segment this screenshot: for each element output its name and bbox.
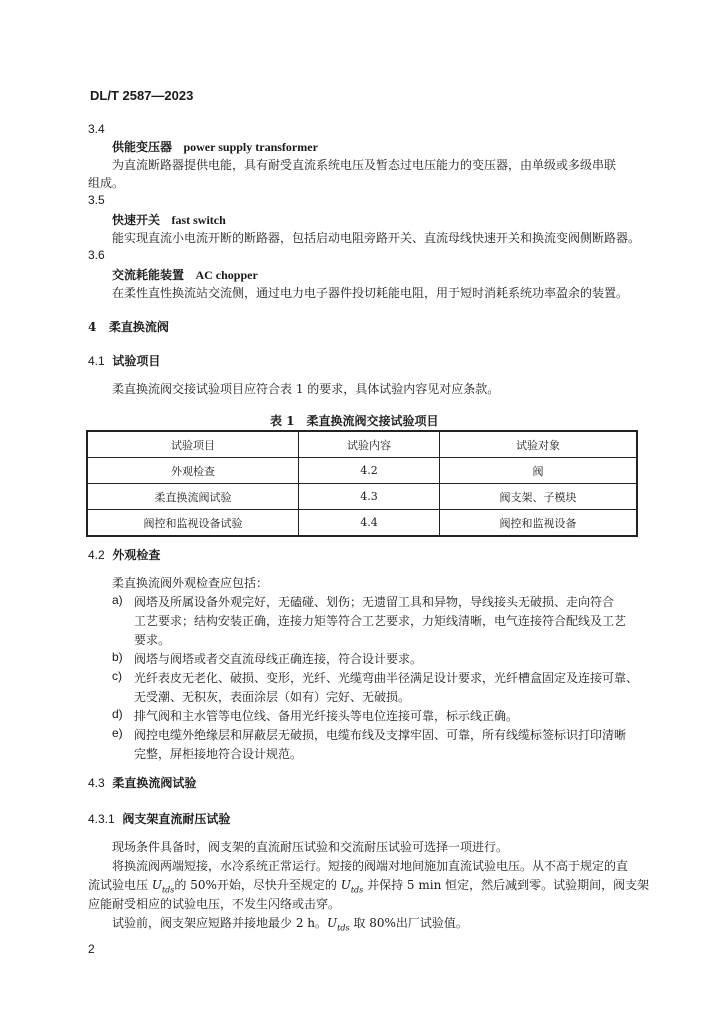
clause-3-4-definition-line1: 为直流断路器提供电能，具有耐受直流系统电压及暂态过电压能力的变压器，由单级或多级串联: [112, 158, 617, 172]
list-item-label: e): [112, 726, 123, 740]
page-number: 2: [88, 942, 95, 956]
table-1: [86, 430, 638, 537]
section-4-2-intro: 柔直换流阀外观检查应包括：: [112, 576, 269, 590]
section-4-1-heading: [88, 352, 160, 369]
section-4-3-1-para1: 现场条件具备时，阀支架的直流耐压试验和交流耐压试验可选择一项进行。: [112, 840, 509, 854]
clause-3-5-term: [112, 211, 226, 228]
section-number: 4.1: [88, 354, 105, 368]
section-4-2-heading: [88, 546, 160, 563]
list-item-c-line1: 光纤表皮无老化、破损、变形，光纤、光缆弯曲半径满足设计要求，光纤槽盒固定及连接可靠、: [134, 671, 639, 685]
section-title: 试验项目: [112, 354, 161, 368]
section-number: 4: [88, 320, 97, 334]
table-row: [87, 484, 637, 510]
term-en: fast switch: [171, 213, 226, 227]
table-cell: 4.2: [299, 458, 440, 484]
term-zh: 交流耗能装置: [112, 268, 185, 282]
table-cell: 阀控和监视设备试验: [87, 510, 299, 537]
clause-3-5-number: 3.5: [88, 193, 105, 207]
table-header-row: [87, 431, 637, 458]
text-run: 的 50%开始，尽快升至规定的: [174, 878, 341, 892]
list-item-a-line1: 阀塔及所属设备外观完好，无磕碰、划伤；无遗留工具和异物，导线接头无破损、走向符合: [134, 595, 615, 609]
term-en: AC chopper: [195, 268, 258, 282]
symbol-subscript: tds: [337, 923, 350, 933]
list-item-label: c): [112, 669, 122, 683]
section-title: 阀支架直流耐压试验: [122, 812, 231, 826]
list-item-e-line1: 阀控电缆外绝缘层和屏蔽层无破损，电缆布线及支撑牢固、可靠，所有线缆标签标识打印清晰: [134, 728, 627, 742]
term-zh: 供能变压器: [112, 140, 173, 154]
section-title: 柔直换流阀试验: [112, 776, 197, 790]
clause-3-6-term: [112, 266, 258, 283]
section-title: 外观检查: [112, 548, 161, 562]
clause-3-4-definition-line2: 组成。: [88, 176, 125, 190]
list-item-c-line2: 无受潮、无积灰，表面涂层（如有）完好、无破损。: [134, 690, 411, 704]
section-4-3-1-heading: [88, 810, 230, 827]
term-en: power supply transformer: [183, 140, 318, 154]
table-cell: 柔直换流阀试验: [87, 484, 299, 510]
symbol-subscript: tds: [350, 885, 364, 895]
header-cell: 试验内容: [299, 431, 440, 458]
table-cell: 阀控和监视设备: [440, 510, 638, 537]
table-1-caption: 表 1 柔直换流阀交接试验项目: [270, 414, 439, 428]
section-number: 4.3.1: [88, 812, 115, 826]
symbol-u: U: [327, 916, 338, 930]
section-4-3-1-para3: [112, 914, 468, 932]
section-4-3-1-para2-line2: [88, 876, 649, 894]
clause-3-4-number: 3.4: [88, 122, 105, 136]
table-row: [87, 510, 637, 537]
list-item-a-line2: 工艺要求；结构安装正确，连接力矩等符合工艺要求，力矩线清晰，电气连接符合配线及工艺: [134, 614, 627, 628]
symbol-u: U: [340, 878, 351, 892]
section-4-1-paragraph: 柔直换流阀交接试验项目应符合表 1 的要求，具体试验内容见对应条款。: [112, 382, 500, 396]
list-item-b-line1: 阀塔与阀塔或者交直流母线正确连接，符合设计要求。: [134, 652, 423, 666]
list-item-e-line2: 完整，屏柜接地符合设计规范。: [134, 747, 303, 761]
table-cell: 阀支架、子模块: [440, 484, 638, 510]
section-4-heading: [88, 318, 169, 335]
section-4-3-heading: [88, 774, 196, 791]
text-run: 并保持 5 min 恒定，然后减到零。试验期间，阀支架: [363, 878, 650, 892]
list-item-label: d): [112, 707, 123, 721]
text-run: 取 80%出厂试验值。: [349, 916, 468, 930]
header-cell: 试验对象: [440, 431, 638, 458]
text-run: 流试验电压: [88, 878, 152, 892]
section-number: 4.2: [88, 548, 105, 562]
table-cell: 阀: [440, 458, 638, 484]
section-number: 4.3: [88, 776, 105, 790]
document-header: DL/T 2587—2023: [90, 88, 194, 103]
table-cell: 4.3: [299, 484, 440, 510]
symbol-subscript: tds: [161, 885, 175, 895]
list-item-d-line1: 排气阀和主水管等电位线、备用光纤接头等电位连接可靠，标示线正确。: [134, 709, 519, 723]
clause-3-5-definition: 能实现直流小电流开断的断路器，包括启动电阻旁路开关、直流母线快速开关和换流变阀侧断路器。: [112, 231, 641, 245]
list-item-label: a): [112, 593, 123, 607]
text-run: 试验前，阀支架应短路并接地最少 2 h。: [112, 916, 327, 930]
symbol-u: U: [151, 878, 162, 892]
table-cell: 4.4: [299, 510, 440, 537]
clause-3-4-term: [112, 138, 318, 155]
table-row: [87, 458, 637, 484]
section-4-3-1-para2-line1: 将换流阀两端短接，水冷系统正常运行。短接的阀端对地间施加直流试验电压。从不高于规定的直: [112, 859, 629, 873]
header-cell: 试验项目: [87, 431, 299, 458]
section-title: 柔直换流阀: [108, 320, 169, 334]
table-cell: 外观检查: [87, 458, 299, 484]
list-item-label: b): [112, 650, 123, 664]
term-zh: 快速开关: [112, 213, 161, 227]
clause-3-6-number: 3.6: [88, 248, 105, 262]
section-4-3-1-para2-line3: 应能耐受相应的试验电压，不发生闪络或击穿。: [88, 897, 341, 911]
clause-3-6-definition: 在柔性直性换流站交流侧，通过电力电子器件投切耗能电阻，用于短时消耗系统功率盈余的装置。: [112, 286, 629, 300]
list-item-a-line3: 要求。: [134, 633, 171, 647]
